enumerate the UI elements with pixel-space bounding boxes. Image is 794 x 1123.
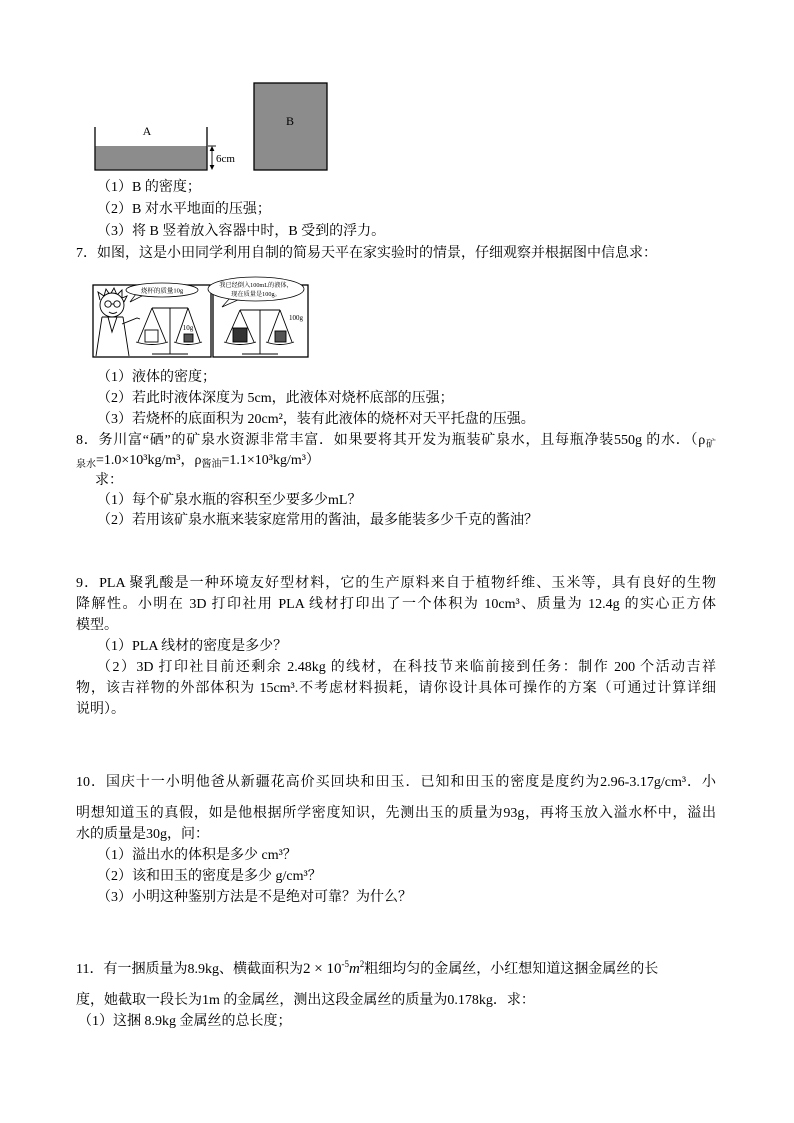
q7-item-1: （1）液体的密度； bbox=[97, 370, 216, 385]
q9-item-1: （1）PLA 线材的密度是多少？ bbox=[97, 639, 288, 654]
area-base: 2 × 10 bbox=[302, 961, 342, 977]
mineral-water-density-value: =1.0×10³kg/m³，ρ bbox=[96, 453, 202, 468]
q6-item-1: （1）B 的密度； bbox=[97, 180, 201, 195]
container-and-block-figure bbox=[85, 78, 345, 175]
q7-item-3: （3）若烧杯的底面积为 20cm²，装有此液体的烧杯对天平托盘的压强。 bbox=[97, 412, 535, 427]
q10-stem-line-1: 10．国庆十一小明他爸从新疆花高价买回块和田玉．已知和田玉的密度是度约为2.96-3.17g/cm³．小 bbox=[76, 775, 716, 790]
q6-item-2: （2）B 对水平地面的压强； bbox=[97, 202, 271, 217]
cross-section-area-formula bbox=[303, 961, 364, 977]
weight-left-label: 10g bbox=[182, 324, 194, 332]
area-exponent: -5 bbox=[341, 959, 349, 969]
q11-stem-line-1 bbox=[76, 959, 658, 979]
q7-stem: 7．如图，这是小田同学利用自制的简易天平在家实验时的情景，仔细观察并根据图中信息求： bbox=[76, 246, 657, 261]
q10-item-3: （3）小明这种鉴别方法是不是绝对可靠？为什么？ bbox=[97, 890, 412, 905]
soy-sauce-density-value: =1.1×10³kg/m³） bbox=[221, 453, 320, 468]
balance-experiment-figure bbox=[90, 272, 312, 362]
q11-stem-line-2: 度，她截取一段长为1m 的金属丝，测出这段金属丝的质量为0.178kg．求： bbox=[76, 993, 535, 1008]
block-b-label: B bbox=[285, 114, 295, 128]
speech-bubble-right-line-1: 我已经倒入100mL的液体， bbox=[219, 282, 293, 289]
q8-stem-line-2 bbox=[76, 451, 320, 471]
q11-stem-text-after: 粗细均匀的金属丝，小红想知道这捆金属丝的长 bbox=[364, 962, 659, 977]
depth-dimension-arrow bbox=[208, 146, 216, 170]
q7-item-2: （2）若此时液体深度为 5cm，此液体对烧杯底部的压强； bbox=[97, 391, 454, 406]
q10-stem-line-3: 水的质量是30g，问： bbox=[76, 827, 209, 842]
speech-bubble-right-line-2: 现在质量是100g。 bbox=[231, 291, 281, 298]
rho-subscript-mineral-water-start: 矿 bbox=[705, 439, 717, 450]
rho-subscript-soy-sauce: 酱油 bbox=[201, 459, 222, 470]
weight-right-label: 100g bbox=[289, 314, 303, 322]
area-unit-exponent: 2 bbox=[359, 959, 365, 969]
q8-ask: 求： bbox=[95, 473, 123, 488]
beaker-with-liquid bbox=[233, 328, 247, 342]
depth-label: 6cm bbox=[216, 153, 235, 165]
q6-item-3: （3）将 B 竖着放入容器中时，B 受到的浮力。 bbox=[97, 224, 386, 239]
q10-item-1: （1）溢出水的体积是多少 cm³？ bbox=[97, 848, 297, 863]
weight-10g bbox=[184, 334, 193, 342]
empty-beaker bbox=[145, 330, 158, 342]
q9-stem-line-3: 模型。 bbox=[76, 618, 118, 633]
weight-100g bbox=[275, 331, 286, 342]
right-balance-scale bbox=[224, 310, 294, 354]
q9-stem-line-1: 9．PLA 聚乳酸是一种环境友好型材料，它的生产原料来自于植物纤维、玉米等，具有良好的生物 bbox=[76, 576, 716, 591]
q8-item-1: （1）每个矿泉水瓶的容积至少要多少mL？ bbox=[97, 493, 362, 508]
liquid-in-container bbox=[96, 146, 207, 169]
q10-item-2: （2）该和田玉的密度是多少 g/cm³？ bbox=[97, 869, 322, 884]
q11-stem-text-before: 11．有一捆质量为8.9kg、横截面积为 bbox=[76, 962, 303, 977]
q8-stem-text: 8．务川富“硒”的矿泉水资源非常丰富．如果要将其开发为瓶装矿泉水，且每瓶净装550g 的水．（ρ bbox=[76, 433, 706, 448]
q11-item-1: （1）这捆 8.9kg 金属丝的总长度； bbox=[78, 1014, 292, 1029]
rho-subscript-mineral-water-end: 泉水 bbox=[76, 459, 96, 470]
q8-item-2: （2）若用该矿泉水瓶来装家庭常用的酱油，最多能装多少千克的酱油？ bbox=[97, 513, 538, 528]
speech-bubble-left-text: 烧杯的质量10g bbox=[140, 287, 184, 295]
q8-stem-line-1 bbox=[76, 431, 716, 451]
q9-item-2-line-1: （2）3D 打印社目前还剩余 2.48kg 的线材，在科技节来临前接到任务：制作 200 个活动吉祥 bbox=[97, 660, 716, 675]
q9-item-2-line-3: 说明）。 bbox=[76, 702, 125, 717]
q9-stem-line-2: 降解性。小明在 3D 打印社用 PLA 线材打印出了一个体积为 10cm³、质量为 12.4g 的实心正方体 bbox=[76, 597, 716, 612]
q10-stem-line-2: 明想知道玉的真假，如是他根据所学密度知识，先测出玉的质量为93g，再将玉放入溢水杯中，溢出 bbox=[76, 806, 716, 821]
area-unit: m bbox=[348, 961, 360, 977]
q9-item-2-line-2: 物，该吉祥物的外部体积为 15cm³.不考虑材料损耗，请你设计具体可操作的方案（可通过计算详细 bbox=[76, 681, 716, 696]
container-a-label: A bbox=[142, 124, 152, 138]
